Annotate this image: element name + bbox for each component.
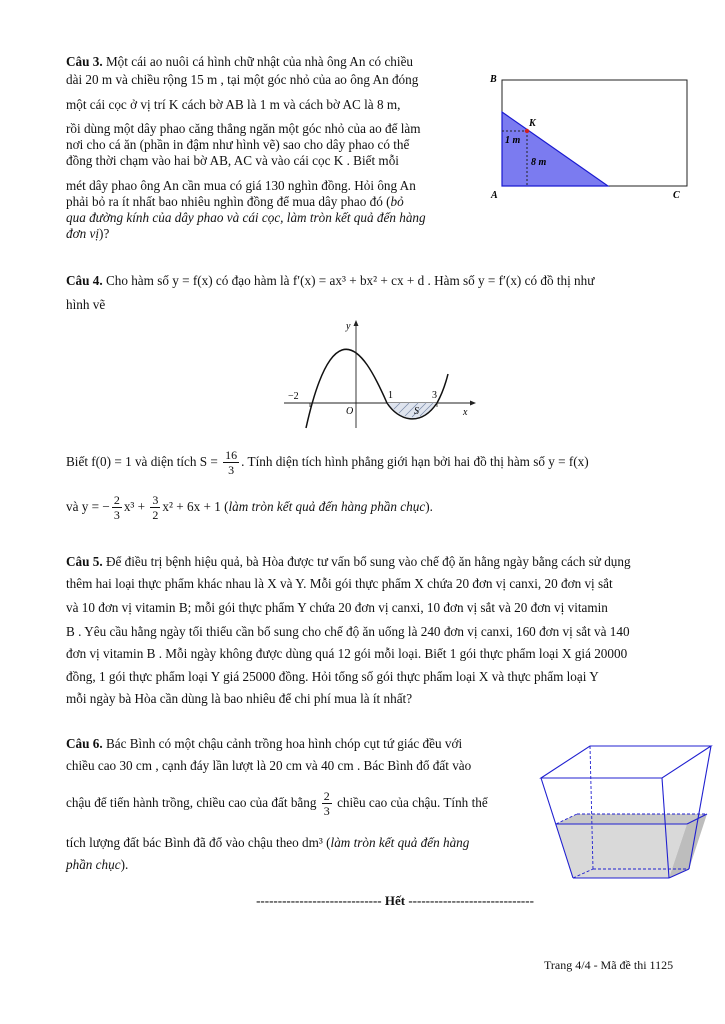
feeding-area — [502, 112, 608, 186]
q5-line1: Câu 5. Để điều trị bệnh hiệu quả, bà Hòa được tư vấn bổ sung vào chế độ ăn hằng ngày bằng cách sử dụng — [66, 554, 631, 569]
label-O: O — [346, 406, 354, 417]
q4-line1: Câu 4. Cho hàm số y = f(x) có đạo hàm là f′(x) = ax³ + bx² + cx + d . Hàm số y = f′(x) có đồ thị như — [66, 273, 595, 288]
q3-line5: nơi cho cá ăn (phần in đậm như hình vẽ) sao cho dây phao có thể — [66, 137, 410, 152]
label-x: x — [463, 407, 468, 418]
q3-line6: đồng thời chạm vào hai bờ AB, AC và vào cái cọc K . Biết mỗi — [66, 153, 399, 168]
end-marker: ----------------------------- Hết ----------------------------- — [256, 893, 534, 908]
y-arrow — [354, 320, 359, 326]
q5-line2: thêm hai loại thực phẩm khác nhau là X và Y. Mỗi gói thực phẩm X chứa 20 đơn vị canxi, 20 đơn vị sắt — [66, 576, 613, 591]
label-S: S — [414, 406, 419, 417]
q3-line7: mét dây phao ông An cần mua có giá 130 nghìn đồng. Hỏi ông An — [66, 178, 416, 193]
derivative-graph — [280, 316, 480, 431]
q6-line5: phần chục). — [66, 857, 129, 872]
q3-line8: phải bỏ ra ít nhất bao nhiêu nghìn đồng để mua dây phao đó (bỏ — [66, 194, 404, 209]
q6-line4: tích lượng đất bác Bình đã đổ vào chậu theo dm³ (làm tròn kết quả đến hàng — [66, 835, 470, 850]
label-B: B — [490, 74, 497, 85]
q3-line9: qua đường kính của dây phao và cái cọc, làm tròn kết quả đến hàng — [66, 210, 426, 225]
q4-line3: Biết f(0) = 1 và diện tích S = $\frac{16}{3}$ . Tính diện tích hình phẳng giới hạn bởi hai đồ thị hàm số y = f(x) — [66, 448, 589, 478]
label-1: 1 — [388, 390, 393, 401]
label-A: A — [491, 190, 498, 201]
q3-line2: dài 20 m và chiều rộng 15 m , tại một góc nhỏ của ao ông An đóng — [66, 72, 419, 87]
label-K: K — [529, 118, 536, 129]
q6-line1: Câu 6. Bác Bình có một chậu cảnh trồng hoa hình chóp cụt tứ giác đều với — [66, 736, 463, 751]
q3-line4: rồi dùng một dây phao căng thẳng ngăn một góc nhỏ của ao để làm — [66, 121, 421, 136]
label-1m: 1 m — [505, 135, 521, 146]
label-C: C — [673, 190, 680, 201]
label-m2: −2 — [288, 391, 299, 402]
curve — [306, 349, 448, 428]
label-8m: 8 m — [531, 157, 547, 168]
pot-figure — [537, 738, 717, 888]
q6-line3: chậu để tiến hành trồng, chiều cao của đất bằng $\frac{2}{3}$ chiều cao của chậu. Tính thể — [66, 789, 488, 819]
q5-line3: và 10 đơn vị vitamin B; mỗi gói thực phẩm Y chứa 20 đơn vị canxi, 10 đơn vị sắt và 20 đơn vị vitamin — [66, 600, 608, 615]
label-3: 3 — [432, 390, 437, 401]
stake-k — [525, 129, 529, 133]
q5-line6: đồng, 1 gói thực phẩm loại Y giá 25000 đồng. Hỏi tổng số gói thực phẩm loại X và thực phẩm loại Y — [66, 669, 599, 684]
q6-line2: chiều cao 30 cm , cạnh đáy lần lượt là 20 cm và 40 cm . Bác Bình đổ đất vào — [66, 758, 472, 773]
q3-line1: Câu 3. Một cái ao nuôi cá hình chữ nhật của nhà ông An có chiều — [66, 54, 414, 69]
q5-line5: đơn vị vitamin B . Mỗi ngày không được dùng quá 12 gói mỗi loại. Biết 1 gói thực phẩm loại X giá 20000 — [66, 646, 628, 661]
q5-line7: mỗi ngày bà Hòa cần dùng là bao nhiêu để chi phí mua là ít nhất? — [66, 691, 413, 706]
q3-line10: đơn vị)? — [66, 226, 110, 241]
q4-line4: và y = − $\frac{2}{3}$ x³ + $\frac{3}{2}$ x² + 6x + 1 (làm tròn kết quả đến hàng phần chục). — [66, 493, 433, 523]
q5-line4: B . Yêu cầu hằng ngày tối thiểu cần bổ sung cho chế độ ăn uống là 240 đơn vị canxi, 160 đơn vị sắt và 140 — [66, 624, 630, 639]
q3-line3: một cái cọc ở vị trí K cách bờ AB là 1 m và cách bờ AC là 8 m, — [66, 97, 401, 112]
q4-line2: hình vẽ — [66, 297, 106, 312]
pond-figure — [486, 62, 696, 212]
soil-top — [556, 814, 707, 824]
label-y: y — [346, 321, 351, 332]
x-arrow — [470, 401, 476, 406]
page-footer: Trang 4/4 - Mã đề thi 1125 — [544, 958, 674, 972]
